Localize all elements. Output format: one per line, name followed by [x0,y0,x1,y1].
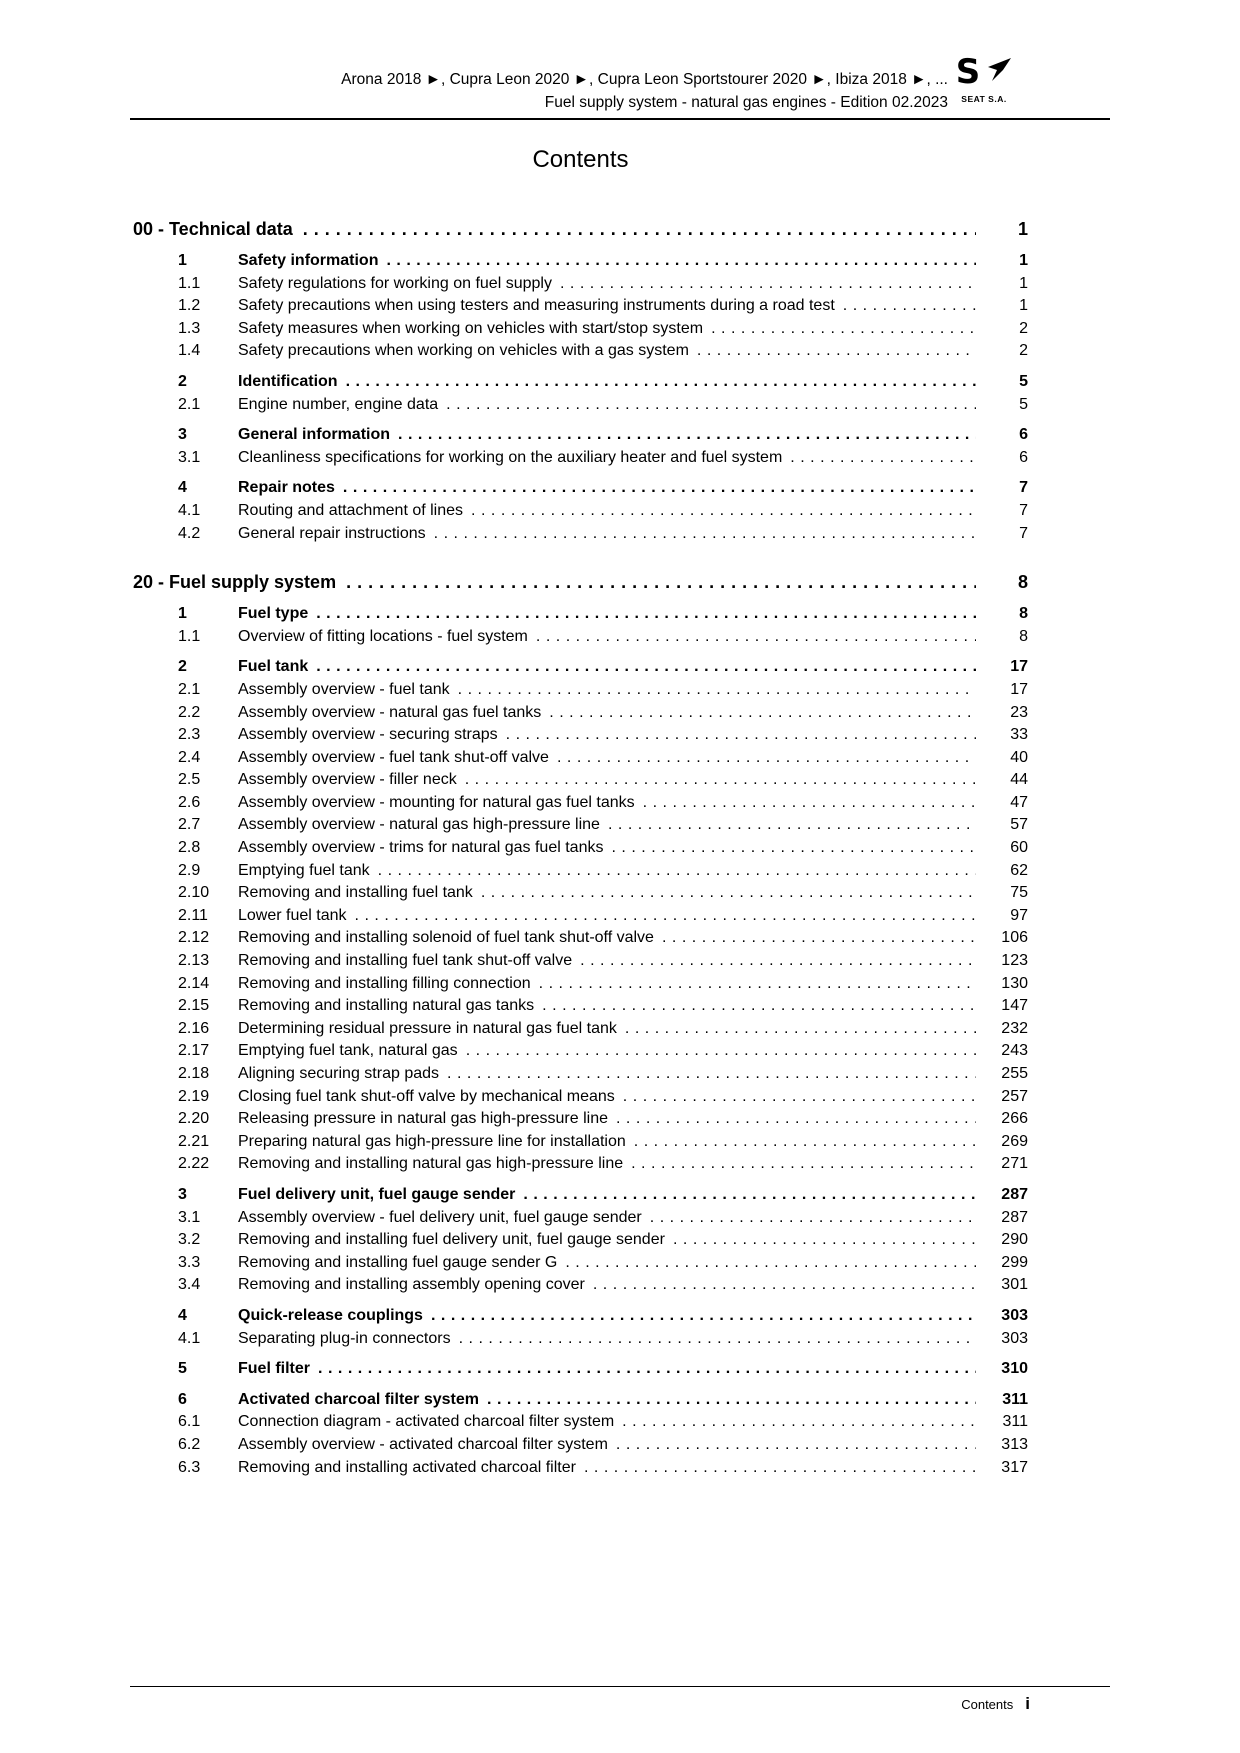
toc-item-page: 271 [1001,1155,1028,1173]
toc-item-title: Removing and installing filling connection [238,974,531,992]
toc-item-page: 5 [1019,372,1028,390]
toc-item-number: 2.2 [178,703,201,721]
toc-item-title: Removing and installing fuel delivery unit, fuel gauge sender [238,1231,665,1249]
toc-item-number: 6.2 [178,1435,201,1453]
toc-item-row [133,973,1028,996]
dot-leader [643,792,976,815]
toc-chapter-row [133,216,1028,242]
toc-item-page: 23 [1010,703,1028,721]
dot-leader [565,1252,976,1275]
toc-item-page: 8 [1019,605,1028,623]
toc-item-page: 106 [1001,929,1028,947]
toc-chapter-page: 1 [1017,219,1028,239]
toc-item-title: Assembly overview - filler neck [238,771,457,789]
toc-item-page: 8 [1019,627,1028,645]
toc-item-row [133,1153,1028,1176]
toc-item-title: Preparing natural gas high-pressure line for installation [238,1132,626,1150]
seat-brand [952,52,1016,104]
toc-item-row [133,1207,1028,1230]
toc-item-title: Quick-release couplings [238,1306,423,1324]
toc-item-title: Assembly overview - fuel tank [238,680,450,698]
toc-item-number: 2.14 [178,974,210,992]
toc-item-row [133,273,1028,296]
toc-item-row [133,250,1028,273]
toc-chapter-label: 00 - Technical data [133,219,293,239]
toc-item-number: 2.12 [178,929,210,947]
toc-item-row [133,1389,1028,1412]
toc-item-page: 303 [1001,1329,1028,1347]
dot-leader [616,1434,976,1457]
toc-item-title: Removing and installing natural gas high-pressure line [238,1155,624,1173]
toc-item-number: 3.4 [178,1276,201,1294]
seat-logo [952,52,1016,92]
toc-item-row [133,371,1028,394]
dot-leader [458,679,976,702]
dot-leader [487,1389,976,1412]
toc-item-number: 4.1 [178,501,201,519]
toc-item-number: 2.8 [178,839,201,857]
toc-item-page: 232 [1001,1019,1028,1037]
dot-leader [673,1229,976,1252]
toc-item-row [133,882,1028,905]
toc-item-title: Safety precautions when working on vehicles with a gas system [238,342,689,360]
toc-item-page: 7 [1019,501,1028,519]
toc-item-number: 2.5 [178,771,201,789]
toc-item-number: 2.15 [178,997,210,1015]
toc-item-page: 269 [1001,1132,1028,1150]
dot-leader [346,371,976,394]
toc-item-page: 243 [1001,1042,1028,1060]
toc-item-row [133,1252,1028,1275]
toc-item-title: Emptying fuel tank, natural gas [238,1042,458,1060]
toc-item-page: 2 [1019,319,1028,337]
toc-item-row [133,424,1028,447]
toc-item-title: Removing and installing fuel tank shut-off valve [238,952,573,970]
toc-item-row [133,603,1028,626]
dot-leader [386,250,976,273]
dot-leader [466,1040,976,1063]
toc-item-title: General information [238,426,391,444]
toc-item-page: 17 [1010,680,1028,698]
dot-leader [634,1131,976,1154]
dot-leader [697,340,976,363]
dot-leader [398,424,976,447]
seat-s-logo-icon: S [955,52,981,92]
toc-item-number: 2.3 [178,726,201,744]
toc-item-page: 44 [1010,771,1028,789]
toc-item-page: 130 [1001,974,1028,992]
toc-item-title: Repair notes [238,479,335,497]
toc-item-row [133,1131,1028,1154]
toc-item-number: 2.1 [178,395,201,413]
header-models-line: Arona 2018 ►, Cupra Leon 2020 ►, Cupra Leon Sportstourer 2020 ►, Ibiza 2018 ►, ... [341,71,948,88]
toc-item-number: 2.4 [178,748,201,766]
toc-item-title: Assembly overview - activated charcoal filter system [238,1435,608,1453]
toc-item-row [133,1274,1028,1297]
dot-leader [316,656,976,679]
toc-item-title: Assembly overview - natural gas high-pressure line [238,816,600,834]
toc-item-row [133,995,1028,1018]
toc-item-number: 1.3 [178,319,201,337]
toc-item-row [133,1305,1028,1328]
toc-item-title: Removing and installing assembly opening cover [238,1276,585,1294]
toc-item-row [133,905,1028,928]
toc-item-title: Removing and installing fuel gauge sender G [238,1253,558,1271]
toc-item-row [133,1018,1028,1041]
toc-item-number: 2.9 [178,861,201,879]
dot-leader [346,569,976,595]
toc-item-row [133,702,1028,725]
toc-item-page: 311 [1002,1413,1028,1431]
toc-item-title: Assembly overview - trims for natural gas fuel tanks [238,839,604,857]
dot-leader [318,1358,976,1381]
toc-item-number: 2.7 [178,816,201,834]
toc-item-page: 5 [1019,395,1028,413]
toc-item-number: 4.1 [178,1329,201,1347]
toc-item-row [133,656,1028,679]
toc-item-page: 301 [1001,1276,1028,1294]
dot-leader [549,702,976,725]
toc-item-title: Safety precautions when using testers and measuring instruments during a road test [238,297,835,315]
page-footer [133,1694,1030,1714]
toc-item-title: Assembly overview - securing straps [238,726,498,744]
dot-leader [560,273,976,296]
toc-item-title: Lower fuel tank [238,906,347,924]
toc-item-title: Assembly overview - natural gas fuel tanks [238,703,542,721]
toc-item-row [133,679,1028,702]
page-header [130,68,948,114]
toc-item-title: Aligning securing strap pads [238,1065,440,1082]
dot-leader [316,603,976,626]
toc-item-title: Determining residual pressure in natural gas fuel tank [238,1019,617,1037]
toc-item-number: 2.17 [178,1042,210,1060]
toc-item-page: 7 [1019,524,1028,542]
toc-item-title: Engine number, engine data [238,395,439,413]
brand-name-text: SEAT S.A. [961,94,1007,104]
toc-item-page: 303 [1001,1306,1028,1324]
dot-leader [631,1153,976,1176]
toc-item-title: Safety regulations for working on fuel supply [238,274,552,292]
toc-item-page: 313 [1001,1435,1028,1453]
dot-leader [584,1457,976,1480]
toc-item-page: 57 [1010,816,1028,834]
toc-item-row [133,1086,1028,1109]
footer-divider [130,1686,1110,1687]
toc-item-page: 147 [1001,997,1028,1015]
toc-item-number: 2.6 [178,793,201,811]
toc-item-page: 123 [1001,952,1028,970]
toc-item-title: Assembly overview - fuel tank shut-off valve [238,748,549,766]
dot-leader [711,318,976,341]
toc-item-title: Overview of fitting locations - fuel system [238,627,528,645]
dot-leader [523,1184,976,1207]
toc-item-page: 6 [1019,426,1028,444]
toc-item-number: 2.10 [178,884,210,902]
dot-leader [539,973,976,996]
dot-leader [622,1411,976,1434]
dot-leader [378,860,976,883]
toc-item-row [133,340,1028,363]
dot-leader [662,927,976,950]
toc-item-number: 3 [178,426,187,444]
toc-item-title: Safety measures when working on vehicles with start/stop system [238,319,704,337]
toc-item-page: 17 [1010,658,1028,676]
toc-item-number: 6 [178,1390,187,1408]
toc-item-row [133,477,1028,500]
toc-item-title: Safety information [238,252,379,269]
toc-item-number: 2.16 [178,1019,210,1037]
dot-leader [843,295,976,318]
dot-leader [611,837,976,860]
toc-item-row [133,1184,1028,1207]
toc-item-number: 2.19 [178,1087,210,1105]
toc-item-number: 1.2 [178,297,201,315]
dot-leader [471,500,976,523]
toc-item-row [133,1328,1028,1351]
toc-item-page: 290 [1001,1231,1028,1249]
toc-item-title: Assembly overview - mounting for natural gas fuel tanks [238,793,635,811]
toc-item-title: Emptying fuel tank [238,861,370,879]
dot-leader [790,447,976,470]
toc-item-row [133,837,1028,860]
toc-item-title: Cleanliness specifications for working on the auxiliary heater and fuel system [238,448,783,466]
dot-leader [446,394,976,417]
toc-item-number: 1.1 [178,627,201,645]
dot-leader [608,814,976,837]
dot-leader [303,216,976,242]
toc-item-row [133,1411,1028,1434]
toc-item-title: Removing and installing solenoid of fuel tank shut-off valve [238,929,654,947]
toc-item-title: Assembly overview - fuel delivery unit, fuel gauge sender [238,1208,642,1226]
toc-item-row [133,860,1028,883]
toc-item-number: 3.1 [178,448,201,466]
dot-leader [447,1063,976,1086]
footer-page-number: i [1025,1694,1030,1713]
toc-item-page: 33 [1010,726,1028,744]
toc-item-number: 2.18 [178,1065,210,1082]
dot-leader [616,1108,976,1131]
toc-item-row [133,1358,1028,1381]
toc-item-title: Removing and installing fuel tank [238,884,473,902]
toc-item-row [133,626,1028,649]
toc-item-number: 3.2 [178,1231,201,1249]
toc-item-title: Closing fuel tank shut-off valve by mechanical means [238,1087,615,1105]
toc-item-row [133,295,1028,318]
toc-item-page: 317 [1001,1458,1028,1476]
dot-leader [593,1274,976,1297]
toc-item-title: Routing and attachment of lines [238,501,464,519]
toc-item-number: 4 [178,1306,187,1324]
toc-item-number: 2.20 [178,1110,210,1128]
toc-item-page: 1 [1019,252,1028,269]
toc-item-title: Removing and installing natural gas tanks [238,997,535,1015]
toc-item-number: 4.2 [178,524,201,542]
toc-item-number: 1 [178,252,187,269]
toc-item-page: 299 [1001,1253,1028,1271]
dot-leader [506,724,976,747]
toc-item-page: 287 [1001,1208,1028,1226]
toc-item-row [133,1063,1028,1086]
toc-item-title: Identification [238,372,338,390]
toc-item-page: 255 [1001,1065,1028,1082]
header-divider [130,118,1110,120]
dot-leader [650,1207,976,1230]
toc-item-title: Fuel tank [238,658,309,676]
toc-item-number: 4 [178,479,187,497]
toc-item-number: 1.1 [178,274,201,292]
toc-item-number: 2 [178,658,187,676]
toc-item-page: 7 [1019,479,1028,497]
toc-item-page: 266 [1001,1110,1028,1128]
toc-item-page: 1 [1019,297,1028,315]
toc-item-row [133,792,1028,815]
toc-item-title: Releasing pressure in natural gas high-pressure line [238,1110,608,1128]
dot-leader [459,1328,976,1351]
toc-item-number: 2.11 [178,906,208,924]
toc-chapter-page: 8 [1017,572,1028,593]
dot-leader [623,1086,976,1109]
toc-item-title: Fuel delivery unit, fuel gauge sender [238,1185,516,1203]
toc-item-page: 62 [1010,861,1028,879]
toc-item-row [133,814,1028,837]
toc-item-number: 2.13 [178,952,210,970]
toc-item-number: 1.4 [178,342,201,360]
toc-item-page: 47 [1010,793,1028,811]
toc-item-title: Connection diagram - activated charcoal filter system [238,1413,615,1431]
toc-item-page: 60 [1010,839,1028,857]
toc-item-title: Separating plug-in connectors [238,1329,451,1347]
dot-leader [465,769,976,792]
seat-arrow-icon [986,57,1012,88]
toc-item-row [133,318,1028,341]
footer-label: Contents [961,1697,1014,1712]
toc-item-page: 75 [1010,884,1028,902]
toc-item-number: 3.1 [178,1208,201,1226]
toc-item-number: 6.1 [178,1413,201,1431]
toc-item-number: 2.22 [178,1155,210,1173]
toc-item-title: Activated charcoal filter system [238,1390,479,1408]
toc-item-row [133,950,1028,973]
dot-leader [557,747,976,770]
dot-leader [625,1018,976,1041]
toc-item-row [133,500,1028,523]
toc-item-number: 1 [178,605,187,623]
toc-item-page: 287 [1001,1185,1028,1203]
toc-item-number: 2.1 [178,680,201,698]
toc-item-row [133,747,1028,770]
toc-chapter-row [133,569,1028,595]
toc-item-row [133,927,1028,950]
toc-item-page: 6 [1019,448,1028,466]
toc-item-page: 310 [1001,1360,1028,1378]
dot-leader [355,905,976,928]
toc-item-row [133,724,1028,747]
dot-leader [343,477,976,500]
toc-item-number: 2.21 [178,1132,210,1150]
toc-item-number: 6.3 [178,1458,201,1476]
toc-item-title: Removing and installing activated charcoal filter [238,1458,576,1476]
toc-item-title: General repair instructions [238,524,426,542]
toc-item-number: 2 [178,372,187,390]
dot-leader [580,950,976,973]
dot-leader [542,995,976,1018]
toc-item-number: 3.3 [178,1253,201,1271]
toc-item-row [133,447,1028,470]
toc-item-row [133,1108,1028,1131]
toc-item-row [133,769,1028,792]
toc-item-page: 311 [1002,1390,1028,1408]
toc [133,192,1028,1479]
toc-item-row [133,523,1028,546]
page-title: Contents [532,146,629,173]
toc-item-page: 97 [1010,906,1028,924]
toc-item-page: 1 [1019,274,1028,292]
dot-leader [536,626,976,649]
header-subtitle-line: Fuel supply system - natural gas engines - Edition 02.2023 [544,94,948,111]
toc-chapter-label: 20 - Fuel supply system [133,572,337,593]
toc-item-title: Fuel filter [238,1360,311,1378]
dot-leader [431,1305,976,1328]
toc-item-row [133,394,1028,417]
toc-item-row [133,1040,1028,1063]
toc-item-number: 3 [178,1185,187,1203]
toc-item-row [133,1229,1028,1252]
dot-leader [434,523,976,546]
toc-item-row [133,1434,1028,1457]
toc-item-page: 257 [1001,1087,1028,1105]
toc-item-row [133,1457,1028,1480]
toc-item-title: Fuel type [238,605,309,623]
toc-item-page: 2 [1019,342,1028,360]
dot-leader [481,882,976,905]
toc-item-number: 5 [178,1360,187,1378]
toc-item-page: 40 [1010,748,1028,766]
